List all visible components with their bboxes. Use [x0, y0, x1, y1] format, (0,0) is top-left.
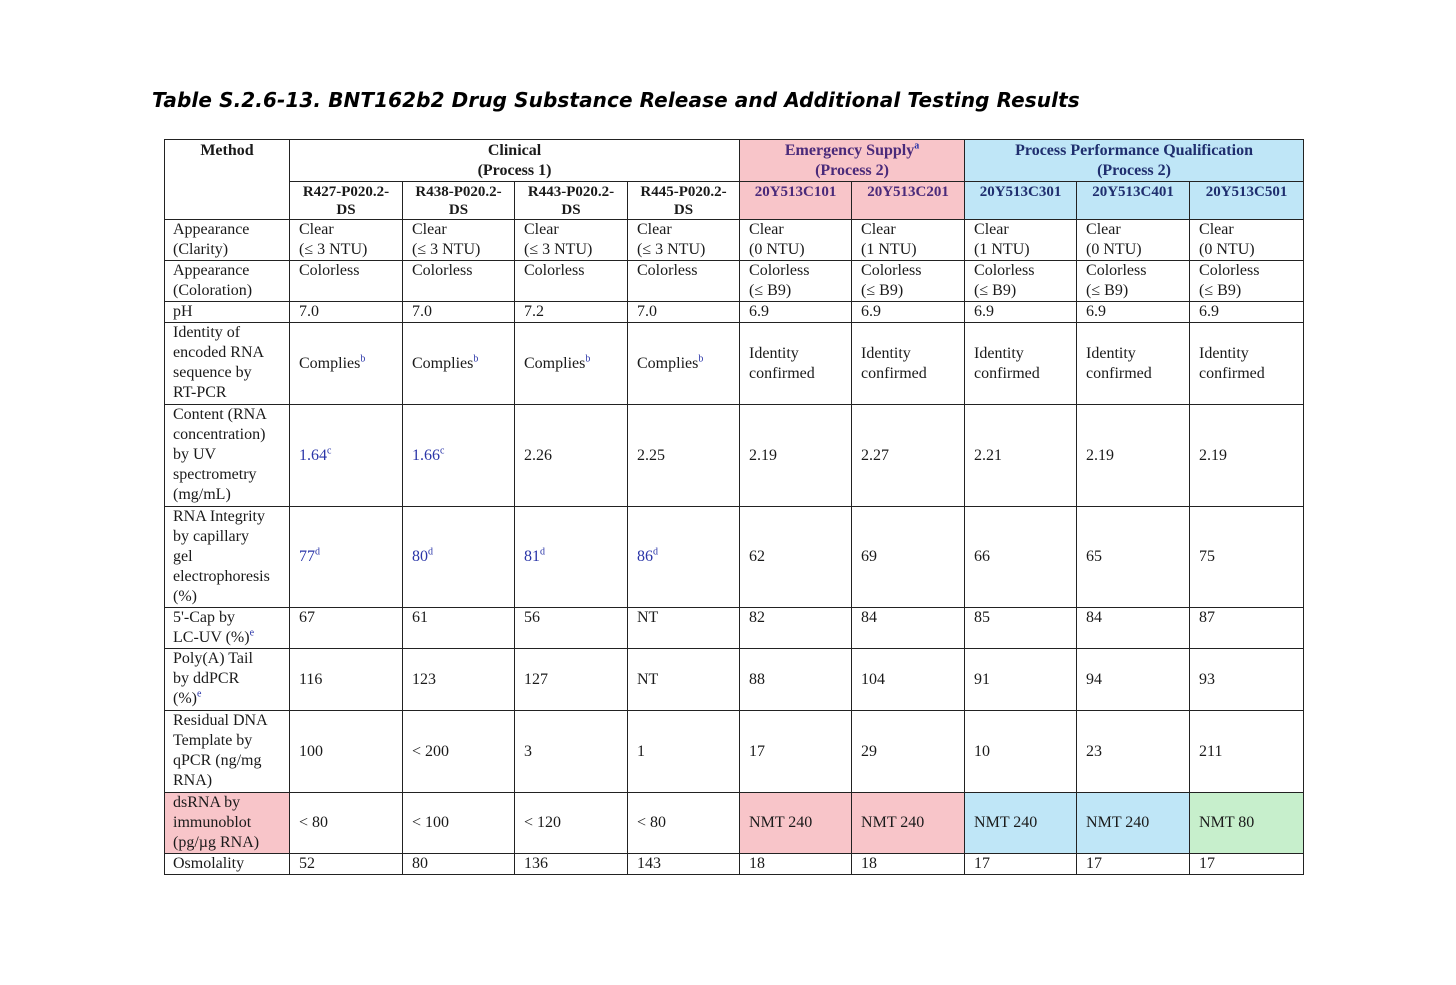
- value-line: NMT 240: [749, 814, 813, 831]
- value-line: 7.0: [637, 303, 657, 320]
- value-line: NMT 80: [1199, 814, 1255, 831]
- value-line: 65: [1086, 548, 1103, 565]
- value-cell: [1190, 302, 1304, 323]
- value-cell: [290, 649, 403, 711]
- value-line: Clear: [1199, 221, 1234, 238]
- value-cell: [515, 220, 628, 261]
- value-cell: [403, 608, 515, 649]
- value-line: (0 NTU): [1199, 241, 1255, 258]
- footnote-marker: a: [914, 140, 920, 152]
- value-cell: [628, 608, 740, 649]
- value-line: 7.2: [524, 303, 544, 320]
- value-cell: [852, 220, 965, 261]
- value-line: Colorless: [861, 262, 922, 279]
- value-line: 81$^d$: [524, 546, 545, 565]
- value-cell: [403, 711, 515, 793]
- header-lot: 20Y513C501: [1190, 182, 1304, 220]
- method-cell: [165, 711, 290, 793]
- value-cell: [628, 261, 740, 302]
- value-line: 80: [412, 855, 428, 872]
- value-cell: [1190, 793, 1304, 854]
- method-line: RT-PCR: [173, 384, 227, 401]
- value-cell: [403, 261, 515, 302]
- method-line: sequence by: [173, 364, 252, 381]
- method-line: Identity of: [173, 324, 241, 341]
- value-line: Complies$^b$: [637, 353, 704, 372]
- value-line: < 120: [524, 814, 562, 831]
- method-line: encoded RNA: [173, 344, 265, 361]
- value-line: 17: [749, 742, 766, 760]
- value-line: 18: [749, 855, 766, 872]
- value-cell: [1077, 323, 1190, 405]
- method-line: Osmolality: [173, 855, 245, 872]
- method-cell: [165, 261, 290, 302]
- value-cell: [740, 507, 852, 608]
- table-row: [165, 507, 1304, 608]
- value-cell: [515, 854, 628, 875]
- value-cell: [403, 649, 515, 711]
- value-line: (1 NTU): [861, 241, 917, 258]
- value-line: confirmed: [974, 364, 1040, 382]
- value-cell: [740, 793, 852, 854]
- value-line: < 100: [412, 814, 450, 831]
- value-cell: [965, 405, 1077, 507]
- value-cell: [628, 507, 740, 608]
- value-line: 85: [974, 609, 991, 626]
- value-cell: [740, 261, 852, 302]
- method-cell: [165, 323, 290, 405]
- table-row: [165, 261, 1304, 302]
- value-cell: [1077, 854, 1190, 875]
- footnote-marker: d: [428, 546, 433, 558]
- value-cell: [1077, 405, 1190, 507]
- value-cell: [290, 793, 403, 854]
- value-cell: [290, 323, 403, 405]
- value-line: (0 NTU): [1086, 241, 1142, 258]
- header-lot: 20Y513C301: [965, 182, 1077, 220]
- value-line: 1.64$^c$: [299, 445, 332, 464]
- header-lot: R427-P020.2-DS: [290, 182, 403, 220]
- value-cell: [290, 302, 403, 323]
- value-cell: [965, 220, 1077, 261]
- value-cell: [1077, 220, 1190, 261]
- header-lot: R443-P020.2-DS: [515, 182, 628, 220]
- value-line: 3: [524, 742, 532, 760]
- value-line: 23: [1086, 742, 1103, 760]
- value-line: 7.0: [299, 303, 319, 320]
- value-line: Clear: [412, 221, 447, 238]
- value-line: Colorless: [637, 262, 698, 279]
- method-line: RNA): [173, 772, 213, 789]
- value-cell: [628, 302, 740, 323]
- value-line: confirmed: [1086, 364, 1152, 382]
- method-line: Poly(A) Tail: [173, 650, 253, 667]
- value-cell: [965, 711, 1077, 793]
- value-line: NMT 240: [861, 814, 925, 831]
- value-line: 82: [749, 609, 766, 626]
- value-line: 2.21: [974, 446, 1003, 464]
- value-cell: [1077, 302, 1190, 323]
- value-line: Clear: [861, 221, 896, 238]
- value-cell: [1077, 649, 1190, 711]
- header-lot: 20Y513C401: [1077, 182, 1190, 220]
- footnote-marker: c: [327, 445, 332, 457]
- value-line: confirmed: [1199, 364, 1265, 382]
- value-cell: [515, 405, 628, 507]
- method-line: qPCR (ng/mg: [173, 752, 262, 769]
- table-row: [165, 793, 1304, 854]
- value-cell: [852, 507, 965, 608]
- value-cell: [965, 507, 1077, 608]
- header-ppq: Process Performance Qualification (Process 2): [965, 140, 1304, 182]
- method-cell: [165, 649, 290, 711]
- value-cell: [740, 405, 852, 507]
- method-line: (Clarity): [173, 241, 229, 258]
- value-cell: [965, 649, 1077, 711]
- value-cell: [965, 854, 1077, 875]
- value-line: Clear: [299, 221, 334, 238]
- release-testing-table: [164, 139, 1304, 875]
- value-line: 87: [1199, 609, 1216, 626]
- value-line: 6.9: [974, 303, 995, 320]
- value-line: 211: [1199, 742, 1223, 760]
- value-line: Clear: [974, 221, 1009, 238]
- value-line: 7.0: [412, 303, 432, 320]
- value-cell: [1190, 261, 1304, 302]
- footnote-marker: d: [315, 546, 320, 558]
- value-cell: [1190, 711, 1304, 793]
- value-cell: [965, 323, 1077, 405]
- value-cell: [403, 220, 515, 261]
- value-cell: [1190, 323, 1304, 405]
- footnote-marker: c: [440, 445, 445, 457]
- value-cell: [1077, 711, 1190, 793]
- method-line: (mg/mL): [173, 486, 231, 503]
- value-line: 88: [749, 670, 766, 688]
- value-line: 6.9: [1199, 303, 1220, 320]
- value-line: < 200: [412, 742, 450, 760]
- method-line: (pg/µg RNA): [173, 834, 260, 851]
- value-line: Clear: [637, 221, 672, 238]
- table-row: [165, 854, 1304, 875]
- value-line: 100: [299, 742, 323, 760]
- value-cell: [1190, 405, 1304, 507]
- value-cell: [628, 405, 740, 507]
- method-cell: [165, 793, 290, 854]
- value-cell: [628, 649, 740, 711]
- value-line: 62: [749, 548, 766, 565]
- value-cell: [515, 608, 628, 649]
- method-line: immunoblot: [173, 814, 252, 831]
- value-line: Colorless: [974, 262, 1035, 279]
- value-line: 84: [1086, 609, 1103, 626]
- value-line: 93: [1199, 670, 1216, 688]
- value-line: (≤ 3 NTU): [637, 241, 706, 258]
- value-line: confirmed: [749, 364, 815, 382]
- footnote-marker: b: [585, 353, 591, 365]
- value-line: 52: [299, 855, 315, 872]
- value-line: 66: [974, 548, 991, 565]
- value-cell: [290, 261, 403, 302]
- value-line: Clear: [1086, 221, 1121, 238]
- value-cell: [515, 261, 628, 302]
- value-line: (≤ B9): [749, 282, 792, 299]
- value-line: 17: [974, 855, 991, 872]
- value-line: Clear: [524, 221, 559, 238]
- method-cell: [165, 854, 290, 875]
- value-cell: [290, 854, 403, 875]
- value-line: 17: [1199, 855, 1216, 872]
- value-line: (≤ 3 NTU): [524, 241, 593, 258]
- value-cell: [1190, 854, 1304, 875]
- value-cell: [628, 323, 740, 405]
- value-cell: [290, 507, 403, 608]
- method-line: gel: [173, 548, 193, 565]
- value-line: Identity: [861, 344, 911, 362]
- value-cell: [852, 649, 965, 711]
- value-line: 127: [524, 670, 548, 688]
- value-cell: [740, 323, 852, 405]
- value-line: 67: [299, 609, 315, 626]
- value-cell: [403, 302, 515, 323]
- value-cell: [852, 608, 965, 649]
- method-line: dsRNA by: [173, 794, 241, 811]
- value-cell: [1190, 649, 1304, 711]
- value-line: NT: [637, 670, 659, 688]
- method-line: spectrometry: [173, 466, 257, 483]
- method-cell: [165, 608, 290, 649]
- value-cell: [740, 302, 852, 323]
- value-cell: [1190, 507, 1304, 608]
- value-line: 116: [299, 670, 323, 688]
- value-line: 75: [1199, 548, 1216, 565]
- method-line: 5'-Cap by: [173, 609, 235, 626]
- value-line: Colorless: [299, 262, 360, 279]
- table-caption: Table S.2.6-13. BNT162b2 Drug Substance Release and Additional Testing Results: [152, 88, 1080, 112]
- method-line: by UV: [173, 446, 217, 463]
- method-cell: [165, 405, 290, 507]
- method-line: (Coloration): [173, 282, 253, 299]
- method-cell: [165, 220, 290, 261]
- value-line: 2.27: [861, 446, 890, 464]
- value-line: (≤ B9): [861, 282, 904, 299]
- value-line: NMT 240: [974, 814, 1038, 831]
- value-line: 29: [861, 742, 878, 760]
- table-row: [165, 711, 1304, 793]
- header-lot: 20Y513C101: [740, 182, 852, 220]
- value-line: Colorless: [524, 262, 585, 279]
- value-cell: [403, 323, 515, 405]
- header-lot: 20Y513C201: [852, 182, 965, 220]
- value-line: Complies$^b$: [524, 353, 591, 372]
- value-line: 136: [524, 855, 548, 872]
- value-cell: [740, 220, 852, 261]
- value-line: NT: [637, 609, 659, 626]
- value-cell: [1077, 261, 1190, 302]
- table-row: [165, 608, 1304, 649]
- value-cell: [965, 608, 1077, 649]
- value-line: Clear: [749, 221, 784, 238]
- value-line: < 80: [637, 814, 667, 831]
- value-line: (≤ B9): [974, 282, 1017, 299]
- footnote-marker: e: [249, 627, 255, 639]
- value-line: Identity: [1086, 344, 1136, 362]
- table-row: [165, 220, 1304, 261]
- value-cell: [628, 711, 740, 793]
- method-line: by ddPCR: [173, 670, 240, 687]
- value-cell: [403, 854, 515, 875]
- value-line: 10: [974, 742, 991, 760]
- method-cell: [165, 302, 290, 323]
- method-line: concentration): [173, 426, 266, 443]
- footnote-marker: d: [540, 546, 545, 558]
- value-line: < 80: [299, 814, 329, 831]
- value-cell: [515, 649, 628, 711]
- value-line: NMT 240: [1086, 814, 1150, 831]
- value-line: Identity: [1199, 344, 1249, 362]
- method-line: RNA Integrity: [173, 508, 265, 525]
- value-cell: [515, 711, 628, 793]
- value-cell: [965, 302, 1077, 323]
- value-line: 61: [412, 609, 428, 626]
- table-row: [165, 323, 1304, 405]
- value-line: (1 NTU): [974, 241, 1030, 258]
- value-line: 69: [861, 548, 878, 565]
- value-line: 2.19: [749, 446, 778, 464]
- value-line: 91: [974, 670, 991, 688]
- value-cell: [852, 302, 965, 323]
- value-cell: [1077, 793, 1190, 854]
- value-line: 18: [861, 855, 878, 872]
- value-line: 86$^d$: [637, 546, 658, 565]
- method-line: Appearance: [173, 221, 250, 238]
- footnote-marker: e: [196, 688, 202, 700]
- value-line: 143: [637, 855, 661, 872]
- table-row: [165, 405, 1304, 507]
- value-cell: [403, 405, 515, 507]
- value-cell: [290, 608, 403, 649]
- value-line: 2.19: [1086, 446, 1115, 464]
- value-cell: [1077, 507, 1190, 608]
- value-line: (≤ 3 NTU): [299, 241, 368, 258]
- value-line: Identity: [974, 344, 1024, 362]
- header-method: Method: [165, 140, 290, 220]
- value-line: 56: [524, 609, 540, 626]
- value-line: 123: [412, 670, 436, 688]
- value-cell: [852, 405, 965, 507]
- value-cell: [515, 323, 628, 405]
- method-line: Residual DNA: [173, 712, 268, 729]
- value-cell: [628, 854, 740, 875]
- value-line: Complies$^b$: [412, 353, 479, 372]
- value-cell: [628, 220, 740, 261]
- value-line: 104: [861, 670, 886, 688]
- method-line: Content (RNA: [173, 406, 267, 423]
- method-line: Appearance: [173, 262, 250, 279]
- value-cell: [1190, 608, 1304, 649]
- value-cell: [290, 711, 403, 793]
- value-line: 1: [637, 742, 645, 760]
- value-cell: [290, 220, 403, 261]
- value-line: 2.19: [1199, 446, 1228, 464]
- value-cell: [403, 793, 515, 854]
- value-line: 80$^d$: [412, 546, 433, 565]
- value-cell: [1077, 608, 1190, 649]
- value-line: 2.25: [637, 446, 665, 464]
- value-line: (≤ 3 NTU): [412, 241, 481, 258]
- method-line: (%): [173, 588, 197, 605]
- value-cell: [852, 323, 965, 405]
- table-row: [165, 649, 1304, 711]
- value-cell: [740, 608, 852, 649]
- value-line: 2.26: [524, 446, 552, 464]
- value-line: (0 NTU): [749, 241, 805, 258]
- value-cell: [965, 261, 1077, 302]
- method-line: LC-UV (%)$^e$: [173, 627, 255, 646]
- value-cell: [740, 711, 852, 793]
- value-line: Complies$^b$: [299, 353, 366, 372]
- value-cell: [852, 854, 965, 875]
- header-emergency-supply: Emergency Supply$^a$ (Process 2): [740, 140, 965, 182]
- value-cell: [290, 405, 403, 507]
- header-lot: R445-P020.2-DS: [628, 182, 740, 220]
- header-lot: R438-P020.2-DS: [403, 182, 515, 220]
- footnote-marker: b: [360, 353, 366, 365]
- value-line: 1.66$^c$: [412, 445, 445, 464]
- method-line: pH: [173, 303, 193, 320]
- value-cell: [852, 711, 965, 793]
- method-line: by capillary: [173, 528, 249, 545]
- value-line: 84: [861, 609, 878, 626]
- footnote-marker: d: [653, 546, 658, 558]
- value-line: 6.9: [1086, 303, 1107, 320]
- value-cell: [515, 793, 628, 854]
- value-line: (≤ B9): [1086, 282, 1129, 299]
- value-line: confirmed: [861, 364, 927, 382]
- footnote-marker: b: [698, 353, 704, 365]
- value-line: Colorless: [1086, 262, 1147, 279]
- value-line: Colorless: [749, 262, 810, 279]
- value-cell: [852, 793, 965, 854]
- method-line: Template by: [173, 732, 253, 749]
- value-cell: [740, 649, 852, 711]
- value-cell: [965, 793, 1077, 854]
- value-cell: [628, 793, 740, 854]
- value-cell: [852, 261, 965, 302]
- value-line: 6.9: [861, 303, 882, 320]
- value-line: Colorless: [1199, 262, 1260, 279]
- value-line: (≤ B9): [1199, 282, 1242, 299]
- value-line: 6.9: [749, 303, 770, 320]
- value-line: Identity: [749, 344, 799, 362]
- footnote-marker: b: [473, 353, 479, 365]
- header-clinical: Clinical (Process 1): [290, 140, 740, 182]
- value-cell: [740, 854, 852, 875]
- value-cell: [1190, 220, 1304, 261]
- method-line: electrophoresis: [173, 568, 270, 585]
- value-line: 77$^d$: [299, 546, 320, 565]
- method-line: (%)$^e$: [173, 688, 202, 707]
- value-cell: [515, 302, 628, 323]
- value-cell: [403, 507, 515, 608]
- table-row: [165, 302, 1304, 323]
- method-cell: [165, 507, 290, 608]
- value-cell: [515, 507, 628, 608]
- value-line: 17: [1086, 855, 1103, 872]
- value-line: 94: [1086, 670, 1103, 688]
- value-line: Colorless: [412, 262, 473, 279]
